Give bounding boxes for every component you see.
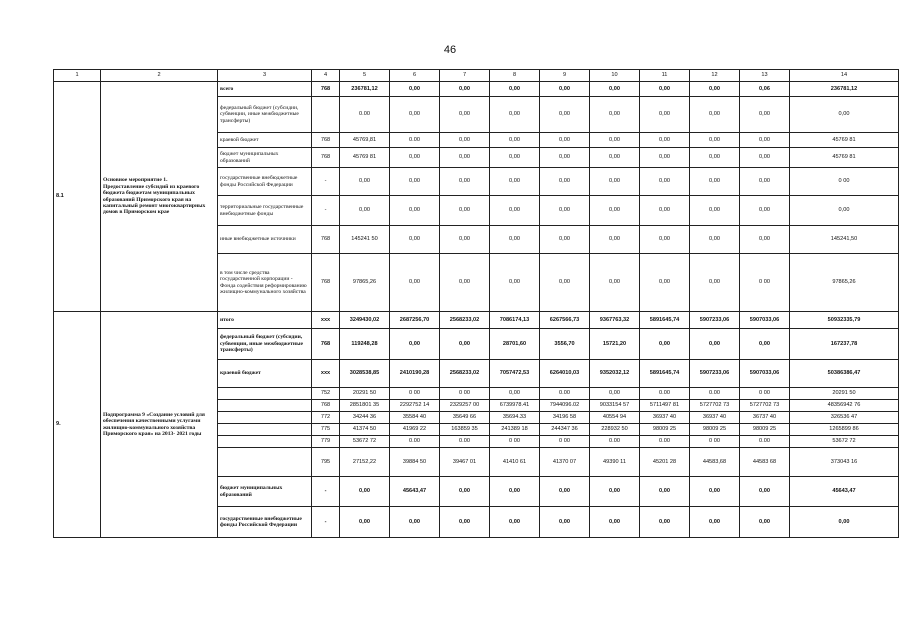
- value-cell: 0,00: [540, 226, 590, 254]
- measure-title: Основное мероприятие 1.: [103, 177, 168, 184]
- column-number-cell: 6: [390, 70, 440, 82]
- value-cell: 0,00: [640, 226, 690, 254]
- program-description: Подпрограмма 9 «Создание условий для обеспечения качественными услугами жилищно-коммунального хозяйства Приморского края» на 2013- 2021 годы: [101, 312, 218, 538]
- measure-text: Предоставление субсидий из краевого бюджета бюджетам муниципальных образований Приморского края на капитальный ремонт многоквартирных домов в Приморском крае: [103, 183, 206, 216]
- value-cell: 373043 16: [790, 448, 899, 477]
- value-cell: 0,00: [440, 477, 490, 507]
- source-cell: иные внебюджетные источники: [218, 226, 312, 254]
- value-cell: 0.00: [640, 388, 690, 400]
- value-cell: 0,00: [440, 82, 490, 97]
- value-cell: 36737 40: [740, 412, 790, 424]
- value-cell: 3556,70: [540, 329, 590, 360]
- value-cell: 45769 81: [790, 133, 899, 148]
- value-cell: 97865,26: [340, 254, 390, 312]
- value-cell: 0.00: [740, 436, 790, 448]
- value-cell: 3028538,85: [340, 360, 390, 388]
- value-cell: 0,00: [390, 148, 440, 168]
- value-cell: 6267566,73: [540, 312, 590, 329]
- value-cell: 0.00: [390, 133, 440, 148]
- value-cell: 0,00: [590, 97, 640, 133]
- value-cell: 0,00: [740, 133, 790, 148]
- value-cell: 9352032,12: [590, 360, 640, 388]
- value-cell: 98009 25: [690, 424, 740, 436]
- value-cell: 5711497 81: [640, 400, 690, 412]
- value-cell: 9367763,32: [590, 312, 640, 329]
- code-cell: -: [312, 168, 340, 196]
- value-cell: 0,00: [690, 254, 740, 312]
- code-cell: 752: [312, 388, 340, 400]
- value-cell: 7944096.02: [540, 400, 590, 412]
- value-cell: 0,00: [590, 133, 640, 148]
- value-cell: 0,00: [390, 196, 440, 226]
- value-cell: 6264010,03: [540, 360, 590, 388]
- source-cell: краевой бюджет: [218, 360, 312, 388]
- value-cell: 0,00: [690, 133, 740, 148]
- value-cell: 0,00: [440, 148, 490, 168]
- value-cell: 326536 47: [790, 412, 899, 424]
- value-cell: 119248,28: [340, 329, 390, 360]
- value-cell: 0,00: [640, 148, 690, 168]
- column-number-cell: 7: [440, 70, 490, 82]
- value-cell: 50932335,79: [790, 312, 899, 329]
- code-cell: 775: [312, 424, 340, 436]
- value-cell: 0 00: [740, 388, 790, 400]
- value-cell: 0 00: [790, 168, 899, 196]
- value-cell: 0,00: [440, 97, 490, 133]
- column-number-cell: 8: [490, 70, 540, 82]
- value-cell: 0.00: [440, 436, 490, 448]
- value-cell: 0,00: [590, 477, 640, 507]
- value-cell: 41410 61: [490, 448, 540, 477]
- value-cell: 0,00: [440, 254, 490, 312]
- source-cell: [218, 436, 312, 448]
- value-cell: 41370 07: [540, 448, 590, 477]
- value-cell: 0,00: [590, 388, 640, 400]
- value-cell: 2292752 14: [390, 400, 440, 412]
- value-cell: 0,00: [790, 97, 899, 133]
- value-cell: 35649 66: [440, 412, 490, 424]
- value-cell: 0,00: [390, 226, 440, 254]
- value-cell: 0.00: [640, 436, 690, 448]
- value-cell: 0,00: [490, 148, 540, 168]
- value-cell: 0,00: [740, 477, 790, 507]
- value-cell: 0,00: [740, 168, 790, 196]
- code-cell: 772: [312, 412, 340, 424]
- value-cell: 0,00: [490, 507, 540, 538]
- value-cell: 0.00: [390, 436, 440, 448]
- value-cell: 0,00: [740, 507, 790, 538]
- value-cell: 2410190,28: [390, 360, 440, 388]
- value-cell: 0,00: [390, 168, 440, 196]
- value-cell: 0,00: [640, 133, 690, 148]
- source-cell: [218, 424, 312, 436]
- source-cell: всего: [218, 82, 312, 97]
- value-cell: 0,00: [340, 168, 390, 196]
- value-cell: 0.00: [690, 388, 740, 400]
- value-cell: 5891645,74: [640, 360, 690, 388]
- source-cell: государственные внебюджетные фонды Российской Федерации: [218, 507, 312, 538]
- value-cell: 40554 94: [590, 412, 640, 424]
- value-cell: 0,00: [540, 97, 590, 133]
- value-cell: 0,00: [490, 82, 540, 97]
- source-cell: [218, 388, 312, 400]
- value-cell: 0,00: [740, 148, 790, 168]
- value-cell: 27152,22: [340, 448, 390, 477]
- value-cell: 41969 22: [390, 424, 440, 436]
- code-cell: 768: [312, 148, 340, 168]
- measure-description: [101, 82, 218, 312]
- value-cell: 0 00: [490, 436, 540, 448]
- value-cell: 0,00: [690, 507, 740, 538]
- source-cell: [218, 448, 312, 477]
- value-cell: 163859 35: [440, 424, 490, 436]
- value-cell: 0 00: [540, 436, 590, 448]
- value-cell: 0,00: [690, 168, 740, 196]
- value-cell: 39467 01: [440, 448, 490, 477]
- value-cell: 45643,47: [390, 477, 440, 507]
- value-cell: 0 00: [740, 254, 790, 312]
- value-cell: 5891645,74: [640, 312, 690, 329]
- value-cell: 145241,50: [790, 226, 899, 254]
- value-cell: 5907033,06: [740, 312, 790, 329]
- value-cell: 0,00: [590, 82, 640, 97]
- value-cell: 0,00: [640, 168, 690, 196]
- column-number-cell: 5: [340, 70, 390, 82]
- value-cell: 0,00: [340, 477, 390, 507]
- value-cell: 0,00: [540, 148, 590, 168]
- value-cell: 0,00: [540, 82, 590, 97]
- column-number-cell: 9: [540, 70, 590, 82]
- value-cell: 0,00: [640, 82, 690, 97]
- column-number-cell: 13: [740, 70, 790, 82]
- value-cell: 0,00: [640, 507, 690, 538]
- value-cell: 36937 40: [690, 412, 740, 424]
- value-cell: 0,00: [590, 168, 640, 196]
- value-cell: 0,00: [690, 82, 740, 97]
- value-cell: 0,00: [690, 226, 740, 254]
- value-cell: 41374 50: [340, 424, 390, 436]
- value-cell: 236781,12: [340, 82, 390, 97]
- value-cell: 0,00: [690, 329, 740, 360]
- value-cell: 0,00: [540, 477, 590, 507]
- value-cell: 0,00: [490, 226, 540, 254]
- value-cell: 0,00: [540, 254, 590, 312]
- code-cell: 795: [312, 448, 340, 477]
- value-cell: 0,00: [490, 97, 540, 133]
- value-cell: 0,00: [540, 133, 590, 148]
- value-cell: 0,00: [590, 196, 640, 226]
- column-number-cell: 1: [54, 70, 101, 82]
- value-cell: 0,00: [640, 477, 690, 507]
- value-cell: 0.00: [540, 388, 590, 400]
- source-cell: бюджет муниципальных образований: [218, 477, 312, 507]
- value-cell: 1265899 86: [790, 424, 899, 436]
- code-cell: -: [312, 477, 340, 507]
- section-index: 9.: [54, 312, 101, 538]
- source-cell: [218, 412, 312, 424]
- value-cell: 0,00: [640, 97, 690, 133]
- value-cell: 0,00: [590, 226, 640, 254]
- value-cell: 0,00: [340, 196, 390, 226]
- value-cell: 0,00: [740, 329, 790, 360]
- value-cell: 35694.33: [490, 412, 540, 424]
- value-cell: 0.00: [590, 436, 640, 448]
- column-number-cell: 11: [640, 70, 690, 82]
- column-number-cell: 3: [218, 70, 312, 82]
- value-cell: 0,00: [690, 477, 740, 507]
- value-cell: 0,00: [790, 507, 899, 538]
- value-cell: 53672 72: [340, 436, 390, 448]
- source-cell: территориальные государственные внебюджетные фонды: [218, 196, 312, 226]
- value-cell: 0,00: [790, 196, 899, 226]
- value-cell: 0,00: [740, 97, 790, 133]
- value-cell: 228932 50: [590, 424, 640, 436]
- value-cell: 5727702 73: [690, 400, 740, 412]
- value-cell: 0,00: [740, 196, 790, 226]
- value-cell: 6739978.41: [490, 400, 540, 412]
- source-cell: бюджет муниципальных образований: [218, 148, 312, 168]
- value-cell: 20291 50: [340, 388, 390, 400]
- value-cell: 7086174,13: [490, 312, 540, 329]
- value-cell: 5907233,06: [690, 360, 740, 388]
- value-cell: 0,00: [490, 133, 540, 148]
- value-cell: 0,00: [740, 226, 790, 254]
- value-cell: 20291 50: [790, 388, 899, 400]
- value-cell: 7057472,53: [490, 360, 540, 388]
- value-cell: 9033154 57: [590, 400, 640, 412]
- value-cell: 2851801 35: [340, 400, 390, 412]
- value-cell: 0,00: [590, 507, 640, 538]
- value-cell: 0,00: [640, 254, 690, 312]
- source-cell: краевой бюджет: [218, 133, 312, 148]
- column-number-cell: 14: [790, 70, 899, 82]
- value-cell: 0,00: [490, 477, 540, 507]
- source-cell: в том числе средства государственной корпорации - Фонда содействия реформированию жилищно-коммунального хозяйства: [218, 254, 312, 312]
- column-number-cell: 10: [590, 70, 640, 82]
- value-cell: 50386386,47: [790, 360, 899, 388]
- value-cell: 0,00: [690, 97, 740, 133]
- value-cell: 0,00: [440, 226, 490, 254]
- code-cell: 779: [312, 436, 340, 448]
- value-cell: 0,00: [690, 148, 740, 168]
- source-cell: федеральный бюджет (субсидии, субвенции, иные межбюджетные трансферты): [218, 97, 312, 133]
- value-cell: 0,00: [640, 329, 690, 360]
- value-cell: 34196 58: [540, 412, 590, 424]
- value-cell: 0,00: [590, 254, 640, 312]
- value-cell: 97865,26: [790, 254, 899, 312]
- value-cell: 0,00: [490, 168, 540, 196]
- column-number-cell: 4: [312, 70, 340, 82]
- value-cell: 3249430,02: [340, 312, 390, 329]
- value-cell: 2329257 00: [440, 400, 490, 412]
- column-number-cell: 12: [690, 70, 740, 82]
- value-cell: 2687256,70: [390, 312, 440, 329]
- value-cell: 0,00: [590, 148, 640, 168]
- value-cell: 0,06: [740, 82, 790, 97]
- value-cell: 0 00: [440, 388, 490, 400]
- source-cell: государственные внебюджетные фонды Российской Федерации: [218, 168, 312, 196]
- value-cell: 28701,60: [490, 329, 540, 360]
- value-cell: 34244 36: [340, 412, 390, 424]
- value-cell: 36937 40: [640, 412, 690, 424]
- code-cell: 768: [312, 226, 340, 254]
- column-number-row: [54, 70, 899, 82]
- value-cell: 0,00: [440, 196, 490, 226]
- table-row: [54, 82, 899, 97]
- value-cell: 0,00: [390, 507, 440, 538]
- value-cell: 0,00: [440, 329, 490, 360]
- value-cell: 244347 36: [540, 424, 590, 436]
- source-cell: [218, 400, 312, 412]
- code-cell: [312, 97, 340, 133]
- value-cell: 145241 50: [340, 226, 390, 254]
- value-cell: 241389 18: [490, 424, 540, 436]
- value-cell: 0,00: [540, 168, 590, 196]
- value-cell: 35584 40: [390, 412, 440, 424]
- value-cell: 0,00: [440, 168, 490, 196]
- value-cell: 2568233,02: [440, 360, 490, 388]
- value-cell: 0,00: [640, 196, 690, 226]
- value-cell: 0 00: [390, 388, 440, 400]
- value-cell: 49390 11: [590, 448, 640, 477]
- value-cell: 45201 28: [640, 448, 690, 477]
- value-cell: 53672 72: [790, 436, 899, 448]
- value-cell: 0,00: [440, 133, 490, 148]
- value-cell: 39884 50: [390, 448, 440, 477]
- value-cell: 0,00: [390, 329, 440, 360]
- code-cell: ххх: [312, 360, 340, 388]
- value-cell: 0,00: [490, 388, 540, 400]
- value-cell: 44583,68: [690, 448, 740, 477]
- code-cell: 768: [312, 400, 340, 412]
- budget-table: [53, 69, 899, 538]
- code-cell: -: [312, 507, 340, 538]
- value-cell: 45769 81: [340, 148, 390, 168]
- value-cell: 98009 25: [640, 424, 690, 436]
- value-cell: 45769,81: [340, 133, 390, 148]
- value-cell: 0,00: [690, 196, 740, 226]
- code-cell: 768: [312, 133, 340, 148]
- column-number-cell: 2: [101, 70, 218, 82]
- table-row: [54, 312, 899, 329]
- source-cell: федеральный бюджет (субсидии, субвенции, иные межбюджетные трансферты): [218, 329, 312, 360]
- value-cell: 0,00: [540, 507, 590, 538]
- code-cell: 768: [312, 329, 340, 360]
- value-cell: 0.00: [340, 97, 390, 133]
- value-cell: 5907233,06: [690, 312, 740, 329]
- value-cell: 5907033,06: [740, 360, 790, 388]
- value-cell: 45769 81: [790, 148, 899, 168]
- section-index: 8.1: [54, 82, 101, 312]
- value-cell: 0,00: [440, 507, 490, 538]
- value-cell: 0,00: [490, 254, 540, 312]
- value-cell: 15721,20: [590, 329, 640, 360]
- value-cell: 0,00: [390, 254, 440, 312]
- source-cell: итого: [218, 312, 312, 329]
- value-cell: 45643,47: [790, 477, 899, 507]
- value-cell: 0 00: [690, 436, 740, 448]
- value-cell: 44583 68: [740, 448, 790, 477]
- value-cell: 0,00: [390, 82, 440, 97]
- code-cell: 768: [312, 254, 340, 312]
- value-cell: 0,00: [540, 196, 590, 226]
- code-cell: xxx: [312, 312, 340, 329]
- code-cell: 768: [312, 82, 340, 97]
- value-cell: 98009 25: [740, 424, 790, 436]
- value-cell: 5727702 73: [740, 400, 790, 412]
- value-cell: 236781,12: [790, 82, 899, 97]
- value-cell: 0,00: [490, 196, 540, 226]
- value-cell: 2568233,02: [440, 312, 490, 329]
- value-cell: 0,00: [390, 97, 440, 133]
- value-cell: 48356942 76: [790, 400, 899, 412]
- value-cell: 167237,78: [790, 329, 899, 360]
- code-cell: -: [312, 196, 340, 226]
- value-cell: 0,00: [340, 507, 390, 538]
- page-number: 46: [443, 44, 457, 56]
